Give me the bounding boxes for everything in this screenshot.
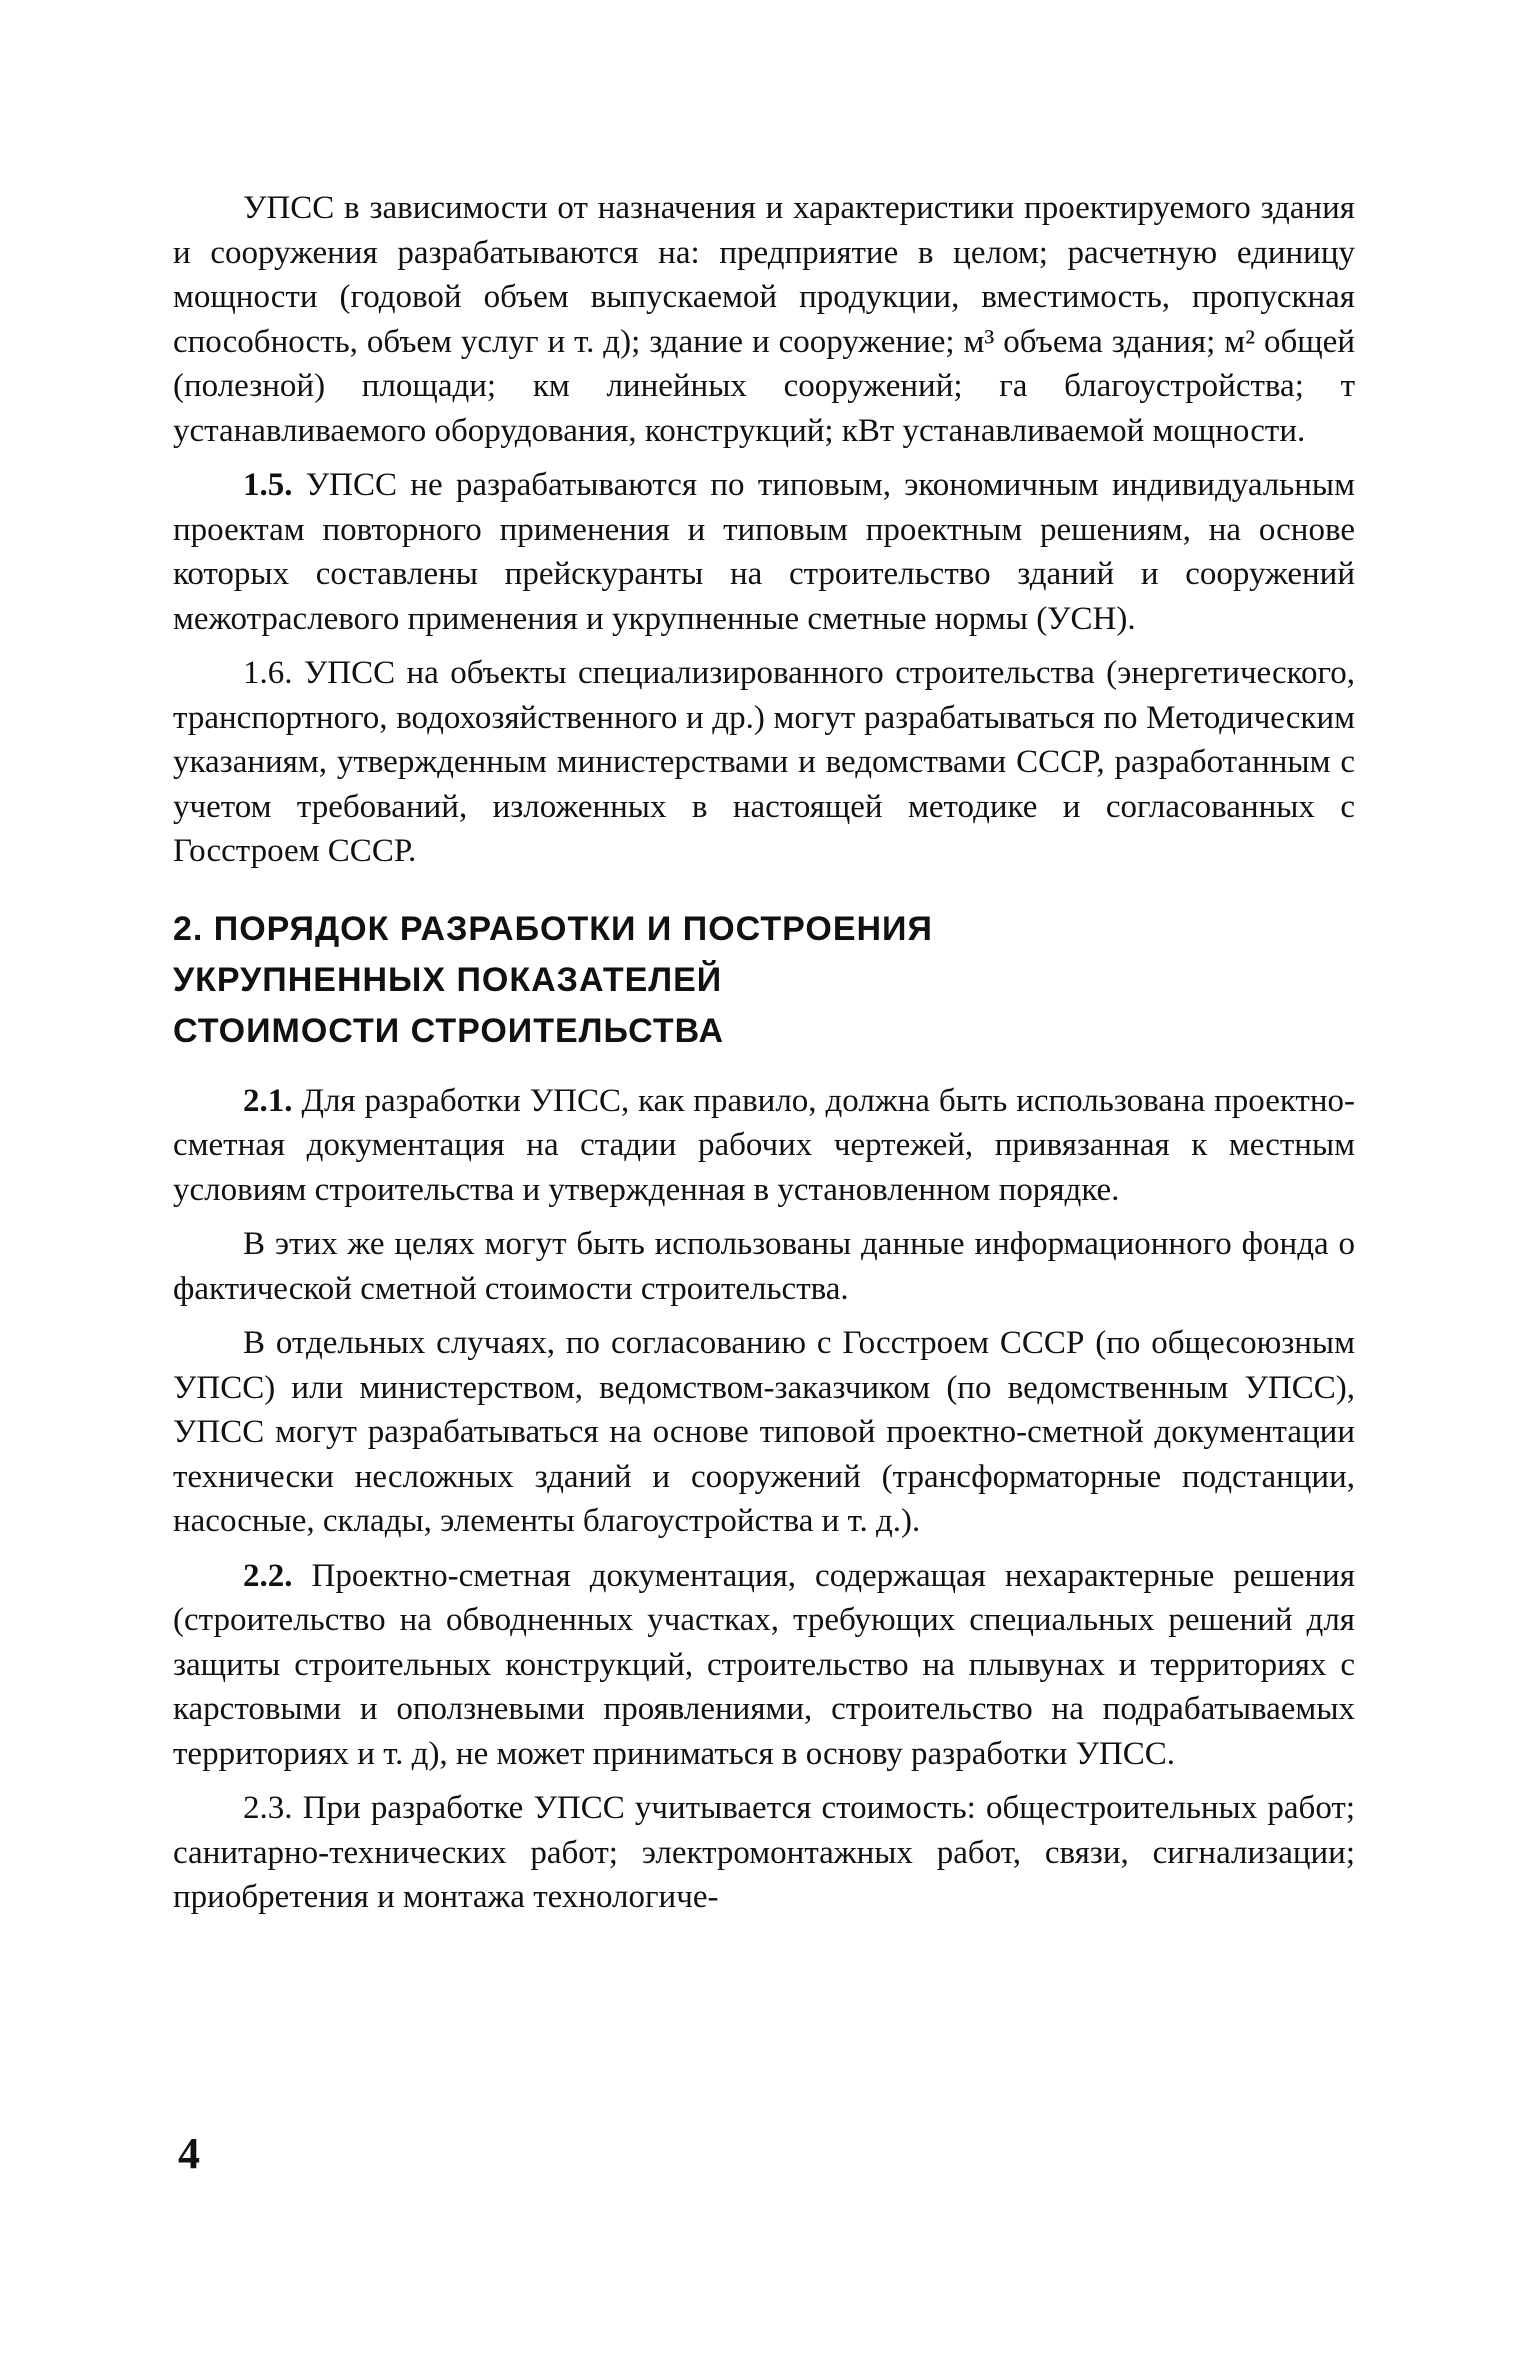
paragraph-number: 2.1.	[243, 1082, 293, 1119]
paragraph-text: УПСС на объекты специализированного строительства (энергетического, транспортного, водохозяйственного и др.) могут разрабатываться по Методическим указаниям, утвержденным министерствами и ведомствами СССР, разработанным с учетом требований, изложенных в настоящей методике и согласованных с Госстроем СССР.	[173, 655, 1355, 869]
page-number: 4	[178, 2129, 200, 2178]
paragraph-upss-scope	[173, 186, 1355, 453]
paragraph-text: Для разработки УПСС, как правило, должна быть использована проектно-сметная документация на стадии рабочих чертежей, привязанная к местным условиям строительства и утвержденная в установленном порядке.	[173, 1082, 1356, 1208]
section-heading	[173, 904, 1355, 1057]
paragraph-number: 2.2.	[243, 1557, 293, 1594]
paragraph-special-cases	[173, 1321, 1355, 1544]
paragraph-1-6	[173, 651, 1355, 874]
paragraph-2-3	[173, 1786, 1355, 1920]
section-heading-line: СТОИМОСТИ СТРОИТЕЛЬСТВА	[173, 1011, 725, 1050]
paragraph-text: В отдельных случаях, по согласованию с Госстроем СССР (по общесоюзным УПСС) или министерством, ведомством-заказчиком (по ведомственным УПСС), УПСС могут разрабатываться на основе типовой проектно-сметной документации технически несложных зданий и сооружений (трансформаторные подстанции, насосные, склады, элементы благоустройства и т. д.).	[173, 1325, 1355, 1539]
section-heading-line: 2. ПОРЯДОК РАЗРАБОТКИ И ПОСТРОЕНИЯ	[173, 909, 933, 948]
paragraph-number: 1.5.	[243, 467, 293, 503]
paragraph-2-2	[173, 1554, 1355, 1777]
paragraph-1-5	[173, 463, 1355, 641]
paragraph-text: При разработке УПСС учитывается стоимость: общестроительных работ; санитарно-технических работ; электромонтажных работ, связи, сигнализации; приобретения и монтажа технологиче-	[173, 1790, 1355, 1915]
paragraph-text: УПСС в зависимости от назначения и характеристики проектируемого здания и сооружения разрабатываются на: предприятие в целом; расчетную единицу мощности (годовой объем выпускаемой продукции, вместимость, пропускная способность, объем услуг и т. д); здание и сооружение; м³ объема здания; м² общей (полезной) площади; км линейных сооружений; га благоустройства; т устанавливаемого оборудования, конструкций; кВт устанавливаемой мощности.	[173, 190, 1355, 449]
paragraph-text: УПСС не разрабатываются по типовым, экономичным индивидуальным проектам повторного применения и типовым проектным решениям, на основе которых составлены прейскуранты на строительство зданий и сооружений межотраслевого применения и укрупненные сметные нормы (УСН).	[173, 467, 1355, 637]
paragraph-number: 1.6.	[243, 655, 293, 691]
paragraph-2-1	[173, 1079, 1355, 1213]
paragraph-number: 2.3.	[243, 1790, 293, 1826]
paragraph-information-fund	[173, 1222, 1355, 1311]
paragraph-text: В этих же целях могут быть использованы данные информационного фонда о фактической сметной стоимости строительства.	[173, 1226, 1355, 1307]
page-content	[173, 186, 1355, 1920]
paragraph-text: Проектно-сметная документация, содержащая нехарактерные решения (строительство на обводненных участках, требующих специальных решений для защиты строительных конструкций, строительство на плывунах и территориях с карстовыми и оползневыми проявлениями, строительство на подрабатываемых территориях и т. д), не может приниматься в основу разработки УПСС.	[173, 1557, 1355, 1772]
section-heading-line: УКРУПНЕННЫХ ПОКАЗАТЕЛЕЙ	[173, 960, 723, 999]
